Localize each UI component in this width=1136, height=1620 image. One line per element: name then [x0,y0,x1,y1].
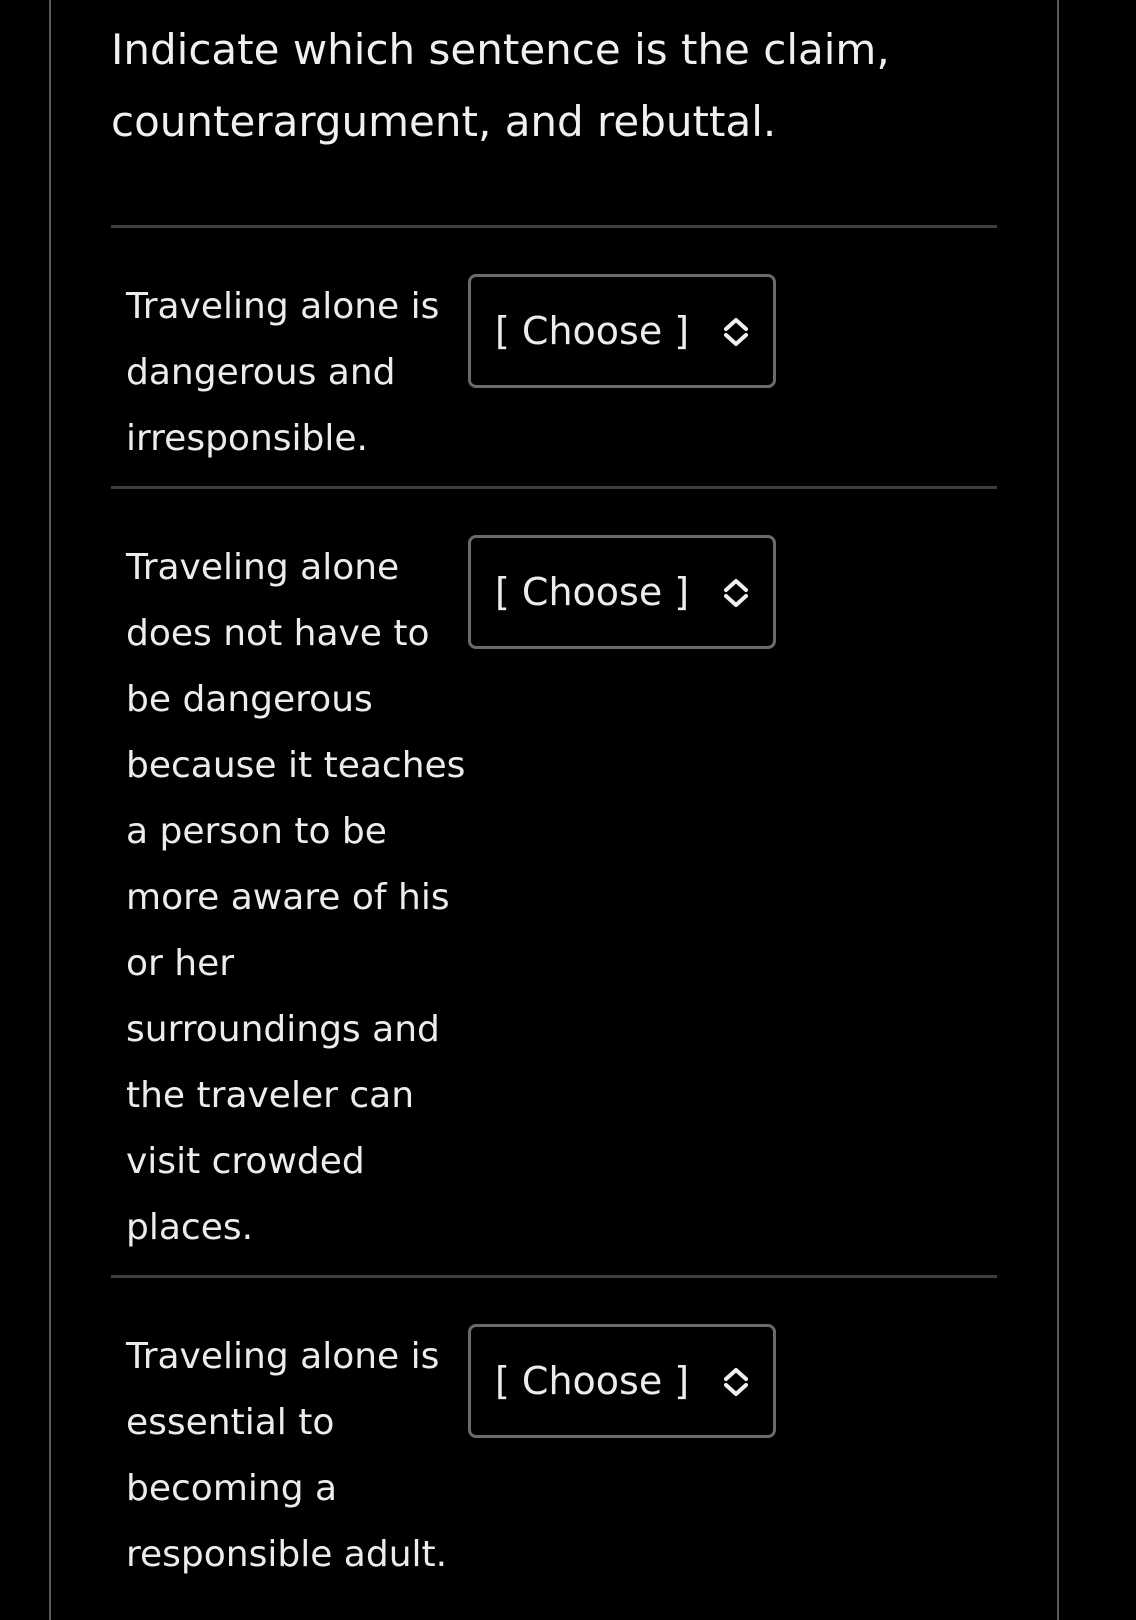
statement-text: Traveling alone is dangerous and irresponsible. [126,286,440,459]
answer-select[interactable] [468,535,776,649]
chevron-up-down-icon [721,1365,751,1399]
divider [111,486,997,489]
divider [111,225,997,228]
statement-text: Traveling alone does not have to be dangerous because it teaches a person to be more aware of his or her surroundings and the traveler can visit crowded places. [126,547,466,1248]
select-value: [ Choose ] [495,570,690,614]
statement-text: Traveling alone is essential to becoming a responsible adult. [126,1336,448,1575]
chevron-up-down-icon [721,576,751,610]
answer-select[interactable] [468,274,776,388]
answer-select[interactable] [468,1324,776,1438]
select-value: [ Choose ] [495,309,690,353]
chevron-up-down-icon [721,315,751,349]
divider [111,1275,997,1278]
question-prompt: Indicate which sentence is the claim, counterargument, and rebuttal. [111,25,890,146]
frame-border-right [1057,0,1059,1620]
frame-border-left [49,0,51,1620]
select-value: [ Choose ] [495,1359,690,1403]
